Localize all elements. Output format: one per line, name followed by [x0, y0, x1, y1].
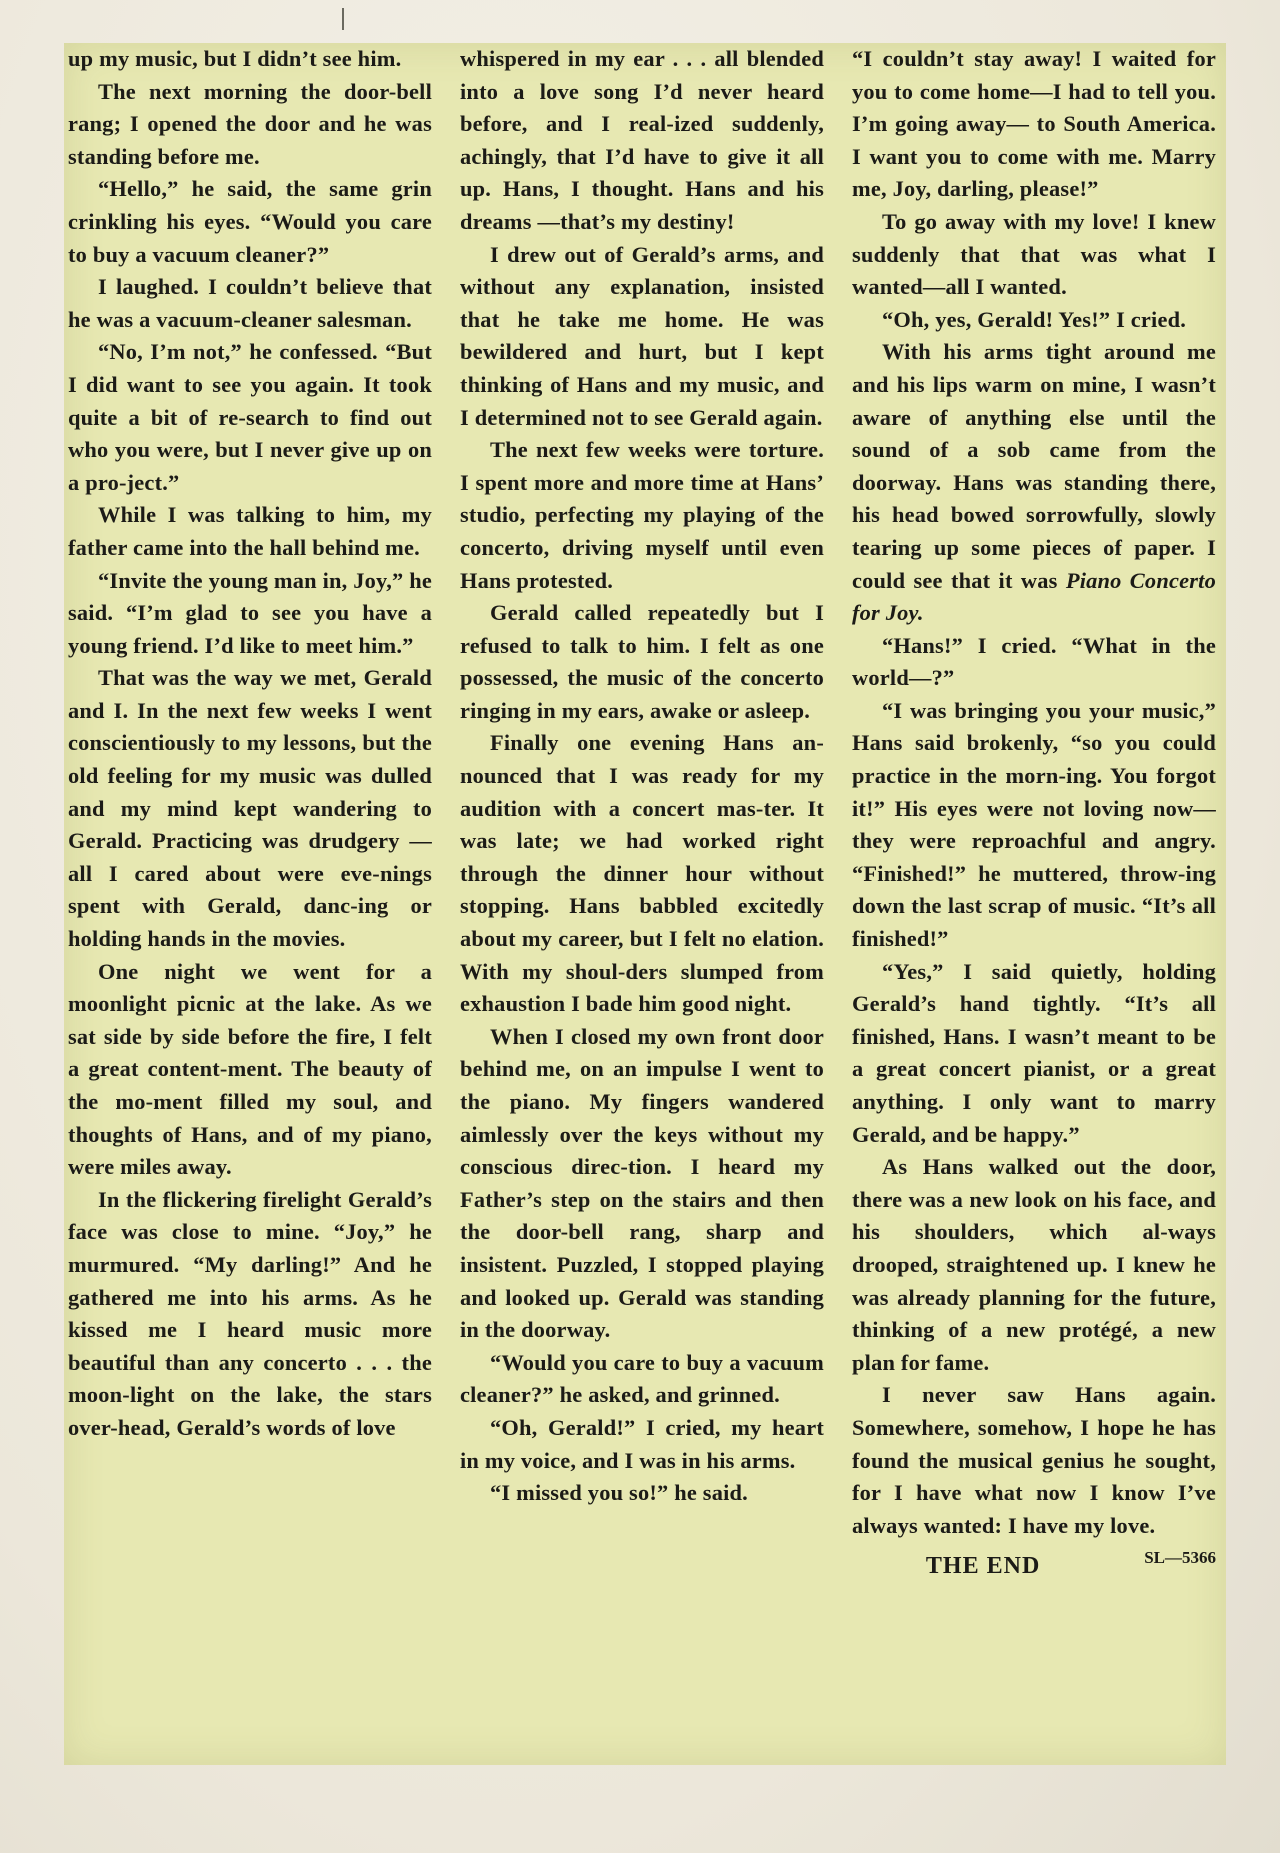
paragraph: Gerald called repeatedly but I refused to talk to him. I felt as one possessed, the music of the concerto ringing in my ears, awake or asleep.	[460, 600, 824, 723]
paragraph: The next morning the door-bell rang; I opened the door and he was standing before me.	[68, 78, 432, 169]
paragraph: “Yes,” I said quietly, holding Gerald’s hand tightly. “It’s all finished, Hans. I wasn’t meant to be a great concert pianist, or a great anything. I only want to marry Gerald, and be happy.”	[852, 958, 1216, 1147]
paragraph: When I closed my own front door behind me, on an impulse I went to the piano. My fingers wandered aimlessly over the keys without my conscious direc-tion. I heard my Father’s step on the stairs and then the door-bell rang, sharp and insistent. Puzzled, I stopped playing and looked up. Gerald was standing in the doorway.	[460, 1023, 824, 1343]
the-end-label: THE END	[925, 1553, 1041, 1580]
paragraph-text: With his arms tight around me and his lips warm on mine, I wasn’t aware of anything else until the sound of a sob came from the doorway. Hans was standing there, his head bowed sorrowfully, slowly tearing up some pieces of paper. I could see that it was	[852, 339, 1216, 593]
paragraph: One night we went for a moonlight picnic at the lake. As we sat side by side before the fire, I felt a great content-ment. The beauty of the mo-ment filled my soul, and thoughts of Hans, and of my piano, were miles away.	[68, 958, 432, 1180]
paragraph: whispered in my ear . . . all blended into a love song I’d never heard before, and I real-ized suddenly, achingly, that I’d have to give it all up. Hans, I thought. Hans and his dreams —that’s my destiny!	[460, 46, 824, 234]
story-code: SL—5366	[1144, 1548, 1216, 1568]
paragraph: “I couldn’t stay away! I waited for you to come home—I had to tell you. I’m going away— to South America. I want you to come with me. Marry me, Joy, darling, please!”	[852, 46, 1216, 202]
paragraph: “Oh, yes, Gerald! Yes!” I cried.	[882, 306, 1187, 332]
paragraph: Finally one evening Hans an-nounced that I was ready for my audition with a concert mas-ter. It was late; we had worked right through the dinner hour without stopping. Hans babbled excitedly about my career, but I felt no elation. With my shoul-ders slumped from exhaustion I bade him good night.	[460, 730, 824, 1017]
paragraph: The next few weeks were torture. I spent more and more time at Hans’ studio, perfecting my playing of the concerto, driving myself until even Hans protested.	[460, 437, 824, 593]
text-column-1	[64, 43, 436, 1765]
paragraph-text: I never saw Hans again. Somewhere, somehow, I hope he has found the musical genius he sought, for I have what now I know I’ve always wanted: I have my love.	[852, 1382, 1216, 1538]
text-column-2	[456, 43, 828, 1765]
paragraph: “No, I’m not,” he confessed. “But I did want to see you again. It took quite a bit of re-search to find out who you were, but I never give up on a pro-ject.”	[68, 339, 432, 495]
paragraph: “Hello,” he said, the same grin crinkling his eyes. “Would you care to buy a vacuum cleaner?”	[68, 176, 432, 267]
paragraph: While I was talking to him, my father came into the hall behind me.	[68, 502, 432, 560]
page-crease-mark	[342, 8, 344, 30]
paragraph: I laughed. I couldn’t believe that he was a vacuum-cleaner salesman.	[68, 274, 432, 332]
paragraph: up my music, but I didn’t see him.	[68, 46, 402, 71]
paragraph: “I missed you so!” he said.	[490, 1480, 748, 1506]
text-column-3	[848, 43, 1220, 1765]
paragraph: “I was bringing you your music,” Hans said brokenly, “so you could practice in the morn-ing. You forgot it!” His eyes were not loving now—they were reproachful and angry. “Finished!” he muttered, throw-ing down the last scrap of music. “It’s all finished!”	[852, 697, 1216, 952]
paragraph: To go away with my love! I knew suddenly that that was what I wanted—all I wanted.	[852, 208, 1216, 300]
paragraph: “Would you care to buy a vacuum cleaner?” he asked, and grinned.	[460, 1349, 824, 1408]
paragraph: That was the way we met, Gerald and I. In the next few weeks I went conscientiously to my lessons, but the old feeling for my music was dulled and my mind kept wandering to Gerald. Practicing was drudgery —all I cared about were eve-nings spent with Gerald, danc-ing or holding hands in the movies.	[68, 665, 432, 952]
paragraph: As Hans walked out the door, there was a new look on his face, and his shoulders, which al-ways drooped, straightened up. I knew he was already planning for the future, thinking of a new protégé, a new plan for fame.	[852, 1154, 1216, 1375]
paragraph: “Oh, Gerald!” I cried, my heart in my voice, and I was in his arms.	[460, 1414, 824, 1473]
story-text-panel	[64, 43, 1226, 1765]
paragraph: “Hans!” I cried. “What in the world—?”	[852, 632, 1216, 691]
paragraph: In the flickering firelight Gerald’s face was close to mine. “Joy,” he murmured. “My darling!” And he gathered me into his arms. As he kissed me I heard music more beautiful than any concerto . . . the moon-light on the lake, the stars over-head, Gerald’s words of love	[68, 1186, 432, 1440]
paragraph: I drew out of Gerald’s arms, and without any explanation, insisted that he take me home. He was bewildered and hurt, but I kept thinking of Hans and my music, and I determined not to see Gerald again.	[460, 241, 824, 430]
paragraph: “Invite the young man in, Joy,” he said. “I’m glad to see you have a young friend. I’d like to meet him.”	[68, 567, 432, 658]
paragraph	[852, 336, 1216, 629]
concerto-title: Piano Concerto for Joy.	[852, 567, 1216, 626]
